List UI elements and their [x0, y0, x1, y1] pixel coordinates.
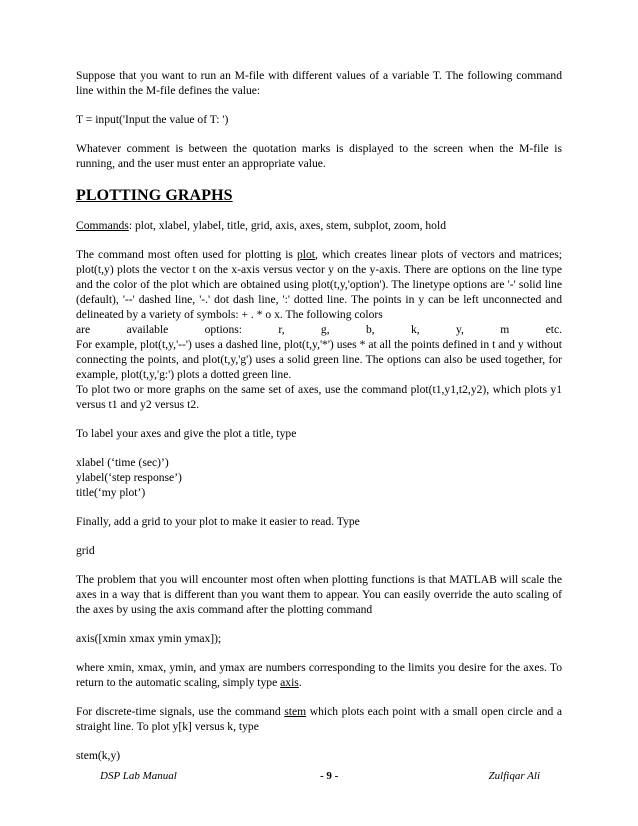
plot-text-b: , which creates linear plots of vectors and matrices; plot(t,y) plots the vector t on the x-axis versus vector y on the y-axis. There are options on the line type and the color of the plot which are obtained using plot(t,y,'option'). The linetype options are '-' solid line (default), '--' dashed line, '-.' dot dash line, ':' dotted line. The points in y can be left unconnected and delineated by a variety of symbols: + . * o x. The following colors: [76, 248, 563, 321]
document-page: [76, 68, 562, 763]
plot-example-paragraph: For example, plot(t,y,'--') uses a dashed line, plot(t,y,'*') uses * at all the points defined in t and y without connecting the points, and plot(t,y,'g') uses a solid green line. The options can also be used together, for example, plot(t,y,'g:') plots a dotted green line.: [76, 338, 562, 381]
stem-paragraph: [76, 704, 562, 734]
grid-intro: Finally, add a grid to your plot to make it easier to read. Type: [76, 515, 360, 528]
axis-text-a: where xmin, xmax, ymin, and ymax are numbers corresponding to the limits you desire for the axes. To return to the automatic scaling, simply type: [76, 661, 562, 689]
axis-keyword: axis: [280, 676, 299, 689]
section-heading: PLOTTING GRAPHS: [76, 187, 233, 204]
stem-text-a: For discrete-time signals, use the command: [76, 705, 285, 718]
commands-line: [76, 218, 562, 233]
axis-text-b: .: [298, 676, 302, 689]
grid-command: grid: [76, 544, 95, 557]
intro-paragraph: Suppose that you want to run an M-file with different values of a variable T. The following command line within the M-file defines the value:: [76, 69, 562, 97]
plot-keyword: plot: [296, 248, 316, 261]
ylabel-command: ylabel(‘step response’): [76, 471, 182, 484]
axis-limits-paragraph: [76, 660, 562, 690]
label-intro: To label your axes and give the plot a title, type: [76, 427, 297, 440]
commands-label: Commands: [76, 219, 129, 232]
footer-manual-title: DSP Lab Manual: [100, 770, 177, 782]
footer-author: Zulfiqar Ali: [488, 770, 540, 782]
page-number: - 9 -: [320, 770, 339, 782]
stem-keyword: stem: [284, 705, 307, 718]
xlabel-command: xlabel (‘time (sec)’): [76, 456, 169, 469]
multi-plot-paragraph: To plot two or more graphs on the same set of axes, use the command plot(t1,y1,t2,y2), which plots y1 versus t1 and y2 versus t2.: [76, 383, 562, 411]
stem-command: stem(k,y): [76, 749, 121, 762]
input-code-line: T = input('Input the value of T: '): [76, 113, 229, 126]
axis-paragraph: The problem that you will encounter most often when plotting functions is that MATLAB will scale the axes in a way that is different than you want them to appear. You can easily override the auto scaling of the axes by using the axis command after the plotting command: [76, 573, 562, 616]
comment-paragraph: Whatever comment is between the quotation marks is displayed to the screen when the M-file is running, and the user must enter an appropriate value.: [76, 142, 562, 170]
axis-command: axis([xmin xmax ymin ymax]);: [76, 632, 222, 645]
plot-paragraph: [76, 247, 562, 322]
title-command: title(‘my plot’): [76, 486, 146, 499]
page-footer: [100, 770, 540, 786]
commands-list: : plot, xlabel, ylabel, title, grid, axis, axes, stem, subplot, zoom, hold: [128, 219, 446, 232]
plot-text-a: The command most often used for plotting is: [76, 248, 297, 261]
plot-colors-line: are available options: r, g, b, k, y, m etc.: [76, 323, 562, 336]
stem-text-b: which plots each point with a small open circle and a straight line. To plot y[k] versus k, type: [76, 705, 563, 733]
